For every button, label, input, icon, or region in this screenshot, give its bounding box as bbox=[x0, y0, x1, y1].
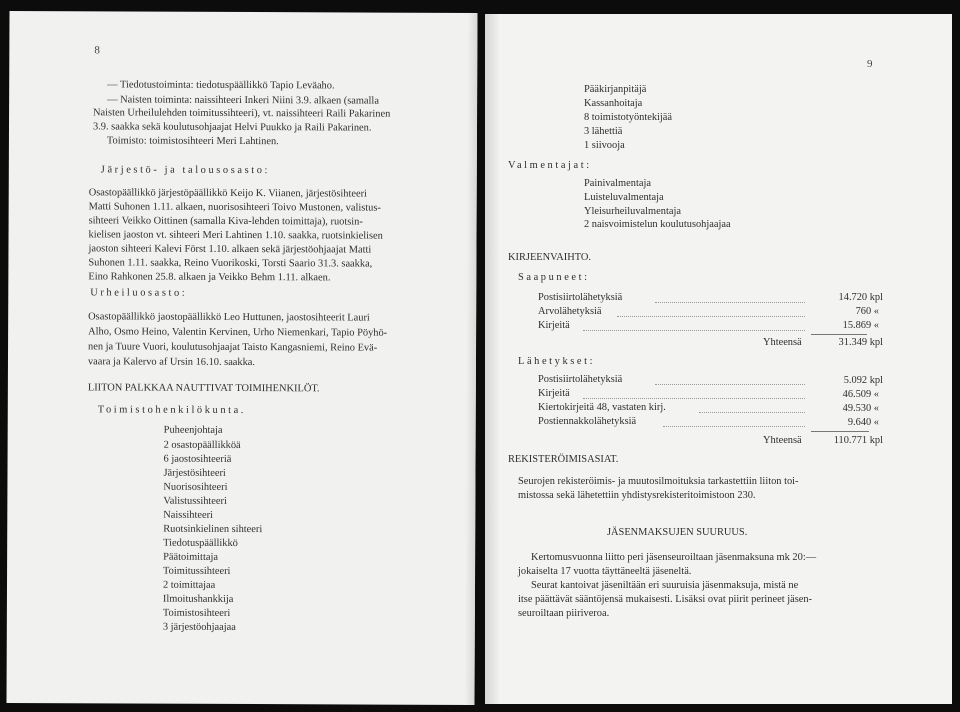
outgoing-value: 49.530 « bbox=[842, 403, 879, 414]
outgoing-label: Kirjeitä bbox=[538, 388, 570, 399]
incoming-total-label: Yhteensä bbox=[763, 337, 802, 348]
urheilu-line: Alho, Osmo Heino, Valentin Kervinen, Urho Niemenkari, Tapio Pöyhö- bbox=[88, 326, 388, 339]
outgoing-label: Postiennakkolähetyksiä bbox=[538, 416, 637, 427]
urheilu-line: nen ja Tuure Vuori, koulutusohjaajat Taisto Kangasniemi, Reino Evä- bbox=[88, 341, 378, 354]
leader-dots bbox=[699, 412, 805, 413]
coach-item: 2 naisvoimistelun koulutusohjaajaa bbox=[584, 219, 731, 230]
left-page bbox=[6, 11, 477, 705]
intro-line: — Naisten toiminta: naissihteeri Inkeri Niini 3.9. alkaen (samalla bbox=[107, 94, 379, 107]
section-heading-jarjesto: Järjestö- ja talousosasto: bbox=[100, 164, 271, 177]
coach-item: Painivalmentaja bbox=[584, 178, 651, 189]
staff-item: Valistussihteeri bbox=[163, 495, 227, 507]
leader-dots bbox=[663, 426, 805, 427]
heading-saapuneet: Saapuneet: bbox=[518, 272, 590, 283]
intro-line: — Tiedotustoiminta: tiedotuspäällikkö Tapio Leväaho. bbox=[107, 79, 335, 92]
incoming-value: 760 « bbox=[855, 306, 879, 317]
jarjesto-line: Eino Rahkonen 25.8. alkaen ja Veikko Behm 1.11. alkaen. bbox=[88, 271, 331, 284]
sum-rule bbox=[811, 334, 867, 335]
heading-kirjeenvaihto: KIRJEENVAIHTO. bbox=[508, 252, 592, 263]
incoming-value: 15.869 « bbox=[842, 320, 879, 331]
outgoing-total-value: 110.771 kpl bbox=[833, 435, 883, 446]
staff-item: Järjestösihteeri bbox=[163, 467, 226, 479]
heading-lahetykset: Lähetykset: bbox=[518, 356, 596, 367]
staff-item: Ruotsinkielinen sihteeri bbox=[163, 523, 263, 536]
leader-dots bbox=[655, 384, 805, 385]
jarjesto-line: jaoston sihteeri Kalevi Först 1.10. alkaen sekä järjestöohjaajat Matti bbox=[88, 243, 372, 256]
heading-rekisteroimisasiat: REKISTERÖIMISASIAT. bbox=[508, 454, 619, 465]
jarjesto-line: Osastopäällikkö järjestöpäällikkö Keijo K. Viianen, järjestösihteeri bbox=[88, 187, 367, 200]
page-gutter-shadow bbox=[485, 14, 499, 704]
rekisteri-line: Seurojen rekisteröimis- ja muutosilmoituksia tarkastettiin liiton toi- bbox=[518, 476, 799, 487]
page-gutter-shadow bbox=[464, 13, 477, 705]
intro-line: Toimisto: toimistosihteeri Meri Lahtinen. bbox=[106, 135, 279, 148]
outgoing-label: Kiertokirjeitä 48, vastaten kirj. bbox=[538, 402, 666, 413]
sum-rule bbox=[811, 431, 869, 432]
jasenmaksu-line: jokaiselta 17 vuotta täyttäneeltä jäseneltä. bbox=[518, 566, 692, 577]
staff-item: 1 siivooja bbox=[584, 140, 625, 151]
staff-item: 3 järjestöohjaajaa bbox=[162, 621, 236, 633]
outgoing-value: 46.509 « bbox=[842, 389, 879, 400]
staff-item: Toimitussihteeri bbox=[163, 565, 231, 577]
page-number: 8 bbox=[94, 44, 100, 57]
jasenmaksu-line: itse päättävät sääntöjensä mukaisesti. Lisäksi ovat piirit perineet jäsen- bbox=[518, 594, 813, 605]
jarjesto-line: sihteeri Veikko Oittinen (samalla Kiva-lehden toimittaja), ruotsin- bbox=[88, 215, 363, 228]
intro-line: Naisten Urheilulehden toimitussihteeri), vt. naissihteeri Raili Pakarinen bbox=[93, 107, 391, 120]
incoming-total-value: 31.349 kpl bbox=[838, 337, 883, 348]
rekisteri-line: mistossa sekä lähetettiin yhdistysrekisteritoimistoon 230. bbox=[518, 490, 756, 501]
staff-item: Ilmoitushankkija bbox=[162, 593, 234, 605]
page-number: 9 bbox=[867, 58, 873, 70]
leader-dots bbox=[617, 316, 805, 317]
heading-toimistohenkilokunta: Toimistohenkilökunta. bbox=[97, 404, 247, 417]
leader-dots bbox=[583, 330, 805, 331]
staff-item: 6 jaostosihteeriä bbox=[163, 453, 232, 465]
staff-item: Pääkirjanpitäjä bbox=[584, 84, 647, 95]
jasenmaksu-line: Kertomusvuonna liitto peri jäsenseuroiltaan jäsenmaksuna mk 20:— bbox=[531, 552, 817, 563]
leader-dots bbox=[583, 398, 805, 399]
urheilu-line: Osastopäällikkö jaostopäällikkö Leo Huttunen, jaostosihteerit Lauri bbox=[88, 311, 370, 324]
heading-liiton-toimihenkilot: LIITON PALKKAA NAUTTIVAT TOIMIHENKILÖT. bbox=[87, 382, 320, 395]
staff-item: Puheenjohtaja bbox=[163, 424, 223, 436]
section-heading-urheilu: Urheiluosasto: bbox=[90, 287, 188, 299]
jasenmaksu-line: Seurat kantoivat jäseniltään eri suuruisia jäsenmaksuja, mistä ne bbox=[531, 580, 799, 591]
staff-item: Naissihteeri bbox=[163, 509, 213, 521]
coach-item: Yleisurheiluvalmentaja bbox=[584, 206, 681, 217]
jarjesto-line: Matti Suhonen 1.11. alkaen, nuorisosihteeri Toivo Mustonen, valistus- bbox=[88, 201, 381, 214]
staff-item: Tiedotuspäällikkö bbox=[163, 537, 238, 549]
staff-item: 2 toimittajaa bbox=[162, 579, 216, 591]
staff-item: 3 lähettiä bbox=[584, 126, 623, 137]
staff-item: Toimistosihteeri bbox=[162, 607, 231, 619]
incoming-value: 14.720 kpl bbox=[838, 292, 883, 303]
staff-item: Päätoimittaja bbox=[163, 551, 218, 563]
staff-item: Nuorisosihteeri bbox=[163, 481, 228, 493]
outgoing-value: 9.640 « bbox=[847, 417, 879, 428]
incoming-label: Arvolähetyksiä bbox=[538, 306, 602, 317]
outgoing-label: Postisiirtolähetyksiä bbox=[538, 374, 623, 385]
staff-item: 2 osastopäällikköä bbox=[163, 439, 241, 451]
incoming-label: Postisiirtolähetyksiä bbox=[538, 292, 623, 303]
right-page bbox=[485, 14, 952, 704]
urheilu-line: vaara ja Kalervo af Ursin 16.10. saakka. bbox=[87, 356, 256, 369]
leader-dots bbox=[655, 302, 805, 303]
heading-jasenmaksujen-suuruus: JÄSENMAKSUJEN SUURUUS. bbox=[607, 527, 748, 538]
jasenmaksu-line: seuroiltaan piiriveroa. bbox=[518, 608, 610, 619]
outgoing-value: 5.092 kpl bbox=[843, 375, 883, 386]
coach-item: Luisteluvalmentaja bbox=[584, 192, 664, 203]
jarjesto-line: Suhonen 1.11. saakka, Reino Vuorikoski, Torsti Saario 31.3. saakka, bbox=[88, 257, 373, 270]
heading-valmentajat: Valmentajat: bbox=[508, 160, 592, 171]
jarjesto-line: kielisen jaoston vt. sihteeri Meri Lahtinen 1.10. saakka, ruotsinkielisen bbox=[88, 229, 383, 242]
staff-item: 8 toimistotyöntekijää bbox=[584, 112, 673, 123]
intro-line: 3.9. saakka sekä koulutusohjaajat Helvi Puukko ja Raili Pakarinen. bbox=[92, 121, 372, 134]
staff-item: Kassanhoitaja bbox=[584, 98, 643, 109]
outgoing-total-label: Yhteensä bbox=[763, 435, 802, 446]
incoming-label: Kirjeitä bbox=[538, 320, 570, 331]
